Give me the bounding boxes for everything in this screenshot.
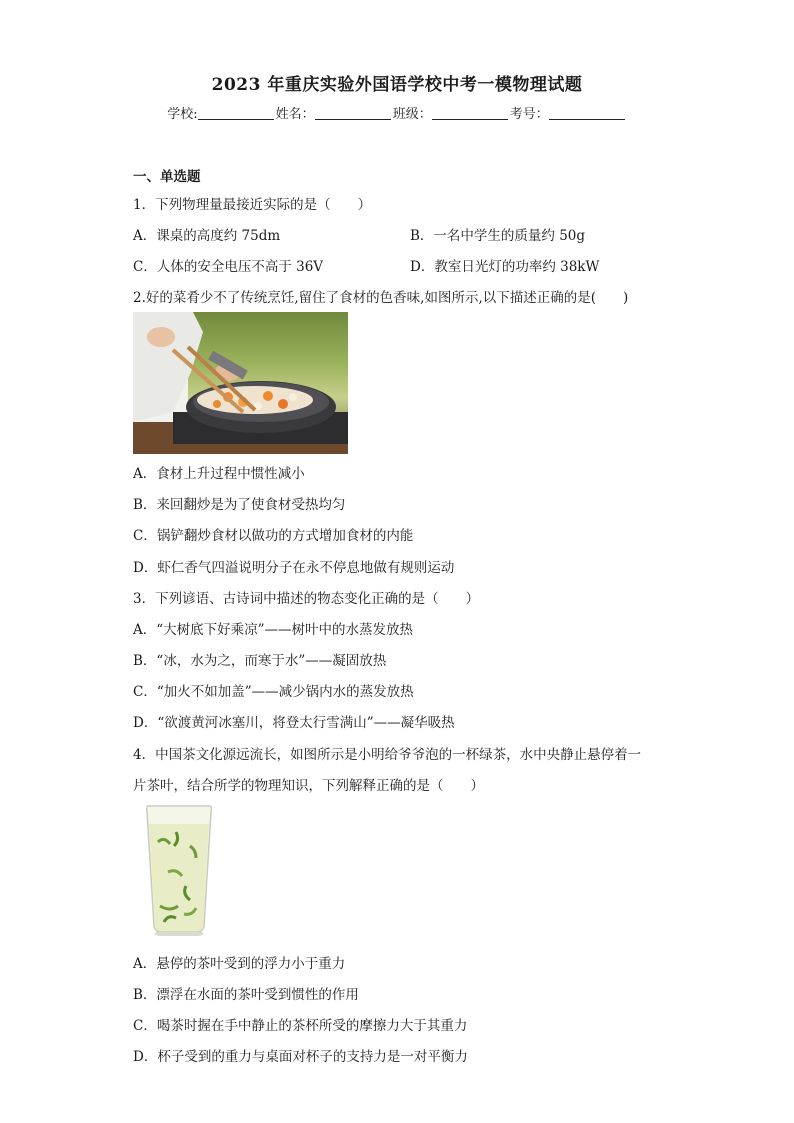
school-label: 学校: xyxy=(167,107,198,122)
question-4-option-d: D．杯子受到的重力与桌面对杯子的支持力是一对平衡力 xyxy=(133,1049,468,1065)
question-2-option-d: D．虾仁香气四溢说明分子在永不停息地做有规则运动 xyxy=(133,560,455,576)
question-1-stem: 1．下列物理量最接近实际的是（ ） xyxy=(133,197,372,213)
question-3-option-b: B．“冰，水为之，而寒于水”——凝固放热 xyxy=(133,653,387,669)
exam-number-blank xyxy=(549,107,625,120)
question-3-stem: 3．下列谚语、古诗词中描述的物态变化正确的是（ ） xyxy=(133,591,480,607)
cooking-photo xyxy=(133,312,348,454)
question-1-option-b: B．一名中学生的质量约 50g xyxy=(410,228,586,244)
question-3-option-a: A．“大树底下好乘凉”——树叶中的水蒸发放热 xyxy=(133,622,414,638)
question-1-option-c: C．人体的安全电压不高于 36V xyxy=(133,259,324,275)
cooking-pan-icon xyxy=(133,312,348,454)
question-2-option-c: C．锅铲翻炒食材以做功的方式增加食材的内能 xyxy=(133,528,414,544)
question-3-option-d: D．“欲渡黄河冰塞川，将登太行雪满山”——凝华吸热 xyxy=(133,715,455,731)
question-1-option-d: D．教室日光灯的功率约 38kW xyxy=(410,259,600,275)
question-1-option-a: A．课桌的高度约 75dm xyxy=(133,228,281,244)
green-tea-glass-photo xyxy=(140,802,218,936)
exam-number-label: 考号： xyxy=(509,107,549,122)
class-blank xyxy=(432,107,508,120)
question-4-option-b: B．漂浮在水面的茶叶受到惯性的作用 xyxy=(133,987,359,1003)
class-label: 班级： xyxy=(392,107,432,122)
question-2-option-b: B．来回翻炒是为了使食材受热均匀 xyxy=(133,497,346,513)
question-3-option-c: C．“加火不如加盖”——减少锅内水的蒸发放热 xyxy=(133,684,414,700)
school-blank xyxy=(198,107,274,120)
question-4-stem-continued: 片茶叶，结合所学的物理知识，下列解释正确的是（ ） xyxy=(133,778,484,794)
page-title: 2023 年重庆实验外国语学校中考一模物理试题 xyxy=(211,75,583,95)
question-4-option-c: C．喝茶时握在手中静止的茶杯所受的摩擦力大于其重力 xyxy=(133,1018,468,1034)
question-4-stem: 4．中国茶文化源远流长，如图所示是小明给爷爷泡的一杯绿茶，水中央静止悬停着一 xyxy=(133,747,642,763)
name-blank xyxy=(315,107,391,120)
tea-glass-icon xyxy=(140,802,218,936)
name-label: 姓名： xyxy=(275,107,315,122)
question-2-stem: 2.好的菜肴少不了传统烹饪,留住了食材的色香味,如图所示,以下描述正确的是( ) xyxy=(133,290,629,306)
question-2-option-a: A．食材上升过程中惯性减小 xyxy=(133,466,305,482)
section-title: 一、单选题 xyxy=(133,169,201,185)
question-4-option-a: A．悬停的茶叶受到的浮力小于重力 xyxy=(133,956,346,972)
student-info-row xyxy=(0,103,794,122)
